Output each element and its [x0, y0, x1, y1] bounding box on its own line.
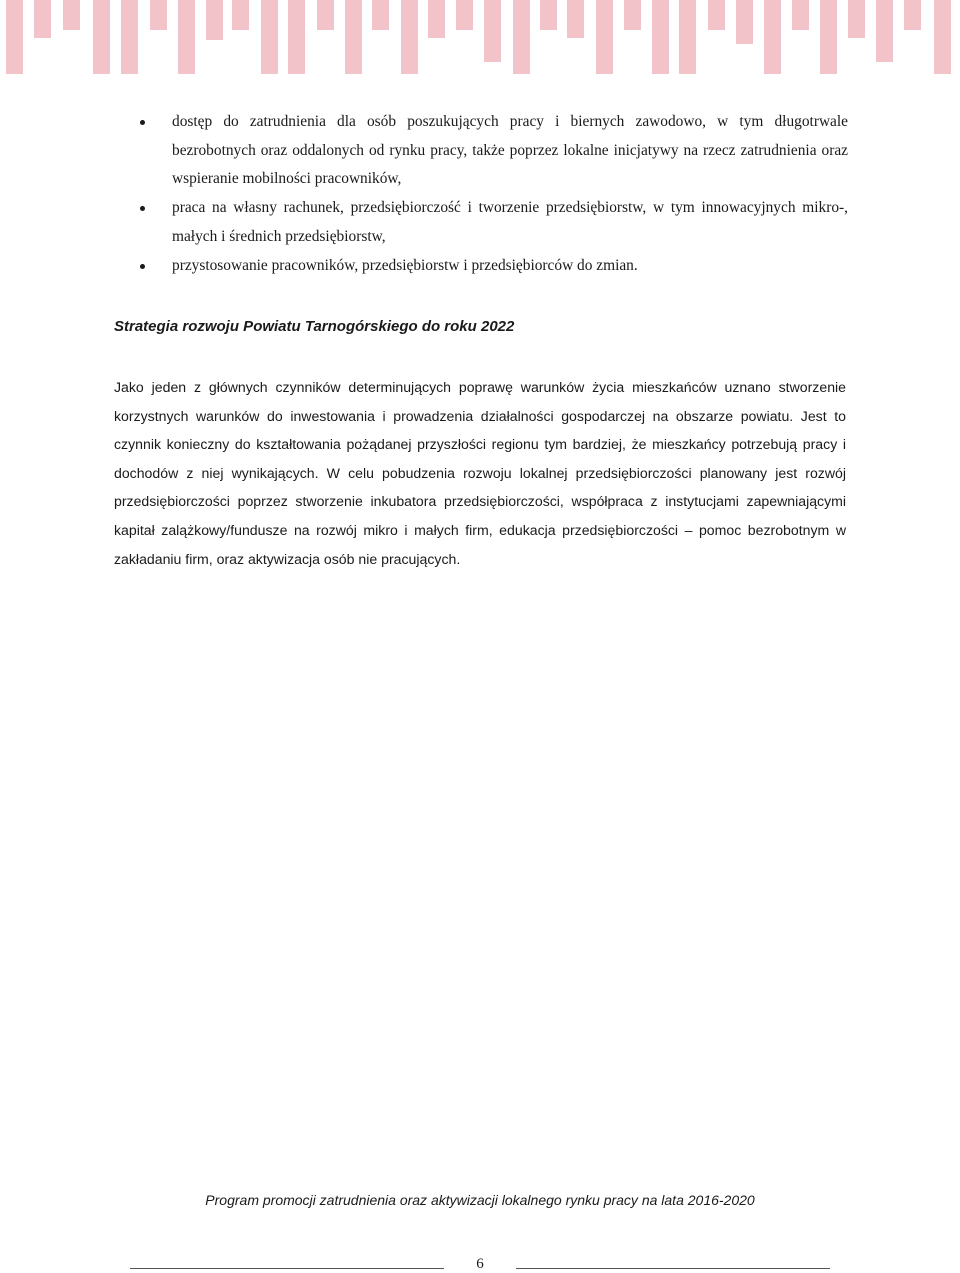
bullet-dot-icon — [140, 264, 145, 269]
list-item — [132, 108, 848, 194]
list-item-text: przystosowanie pracowników, przedsiębiorstw i przedsiębiorców do zmian. — [172, 256, 638, 274]
bullet-dot-icon — [140, 206, 145, 211]
footer-divider-right — [516, 1268, 830, 1269]
list-item-text: praca na własny rachunek, przedsiębiorczość i tworzenie przedsiębiorstw, w tym innowacyjnych mikro-, małych i średnich przedsiębiorstw, — [172, 199, 848, 245]
section-paragraph: Jako jeden z głównych czynników determinujących poprawę warunków życia mieszkańców uznano stworzenie korzystnych warunków do inwestowania i prowadzenia działalności gospodarczej na obszarze powiatu. Jest to czynnik konieczny do kształtowania pożądanej przyszłości regionu tym bardziej, że mieszkańcy potrzebują pracy i dochodów z niej wynikających. W celu pobudzenia rozwoju lokalnej przedsiębiorczości planowany jest rozwój przedsiębiorczości poprzez stworzenie inkubatora przedsiębiorczości, współpraca z instytucjami zapewniającymi kapitał zalążkowy/fundusze na rozwój mikro i małych firm, edukacja przedsiębiorczości – pomoc bezrobotnym w zakładaniu firm, oraz aktywizacja osób nie pracujących. — [114, 379, 846, 567]
page-number: 6 — [476, 1256, 484, 1272]
list-item — [132, 194, 848, 251]
list-item-text: dostęp do zatrudnienia dla osób poszukujących pracy i biernych zawodowo, w tym długotrwale bezrobotnych oraz oddalonych od rynku pracy, także poprzez lokalne inicjatywy na rzecz zatrudnienia oraz wspieranie mobilności pracowników, — [172, 113, 848, 188]
header-decoration — [0, 0, 960, 80]
bullet-list — [132, 108, 848, 280]
section-heading: Strategia rozwoju Powiatu Tarnogórskiego do roku 2022 — [114, 318, 515, 335]
footer-title: Program promocji zatrudnienia oraz aktywizacji lokalnego rynku pracy na lata 2016-2020 — [205, 1192, 755, 1208]
bullet-dot-icon — [140, 120, 145, 125]
list-item — [132, 252, 848, 281]
